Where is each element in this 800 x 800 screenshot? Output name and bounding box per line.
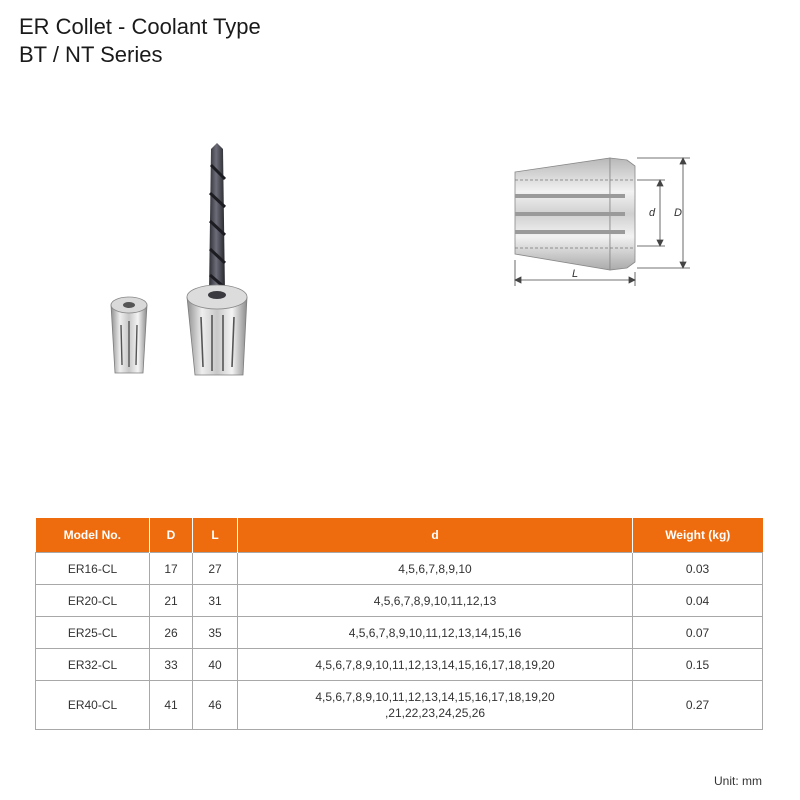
header-weight: Weight (kg) (633, 518, 763, 553)
cell-d-text: 4,5,6,7,8,9,10,11,12,13,14,15,16,17,18,19,20 (315, 690, 555, 704)
cell-model: ER32-CL (36, 649, 150, 681)
cell-L: 46 (193, 681, 238, 730)
large-collet (187, 285, 247, 375)
cell-D: 17 (150, 553, 193, 585)
table-row (36, 617, 763, 649)
table-row (36, 649, 763, 681)
header-d: d (238, 518, 633, 553)
cell-D: 26 (150, 617, 193, 649)
cell-d-text: 4,5,6,7,8,9,10,11,12,13,14,15,16 (348, 625, 522, 640)
title-line-1: ER Collet - Coolant Type (19, 14, 261, 39)
cell-d-text: 4,5,6,7,8,9,10,11,12,13,14,15,16,17,18,19,20 (315, 657, 555, 672)
cell-L: 40 (193, 649, 238, 681)
label-D: D (674, 207, 682, 219)
cell-d (238, 681, 633, 730)
cell-L: 27 (193, 553, 238, 585)
page-title (19, 13, 261, 69)
cell-weight: 0.04 (633, 585, 763, 617)
cell-weight: 0.15 (633, 649, 763, 681)
cell-d-text: 4,5,6,7,8,9,10,11,12,13 (373, 593, 497, 608)
label-L: L (572, 268, 579, 280)
cell-L: 31 (193, 585, 238, 617)
cell-model: ER20-CL (36, 585, 150, 617)
cell-d-text-line-2: ,21,22,23,24,25,26 (384, 706, 486, 720)
cell-D: 21 (150, 585, 193, 617)
cell-model: ER16-CL (36, 553, 150, 585)
cell-d (238, 617, 633, 649)
cell-d (238, 585, 633, 617)
cell-model: ER25-CL (36, 617, 150, 649)
table-row (36, 681, 763, 730)
spec-table (35, 518, 763, 730)
cell-d (238, 553, 633, 585)
collet-body (515, 158, 635, 270)
cell-d (238, 649, 633, 681)
table-header-row (36, 518, 763, 553)
header-model: Model No. (36, 518, 150, 553)
header-L: L (193, 518, 238, 553)
drill-bit (209, 143, 225, 293)
table-row (36, 585, 763, 617)
product-photo (95, 135, 275, 385)
cell-L: 35 (193, 617, 238, 649)
label-d: d (649, 207, 656, 219)
cell-weight: 0.07 (633, 617, 763, 649)
table-row (36, 553, 763, 585)
cell-weight: 0.03 (633, 553, 763, 585)
header-D: D (150, 518, 193, 553)
title-line-2: BT / NT Series (19, 42, 163, 67)
cell-D: 33 (150, 649, 193, 681)
cell-D: 41 (150, 681, 193, 730)
dimension-diagram (505, 150, 705, 290)
cell-weight: 0.27 (633, 681, 763, 730)
cell-d-text: 4,5,6,7,8,9,10 (398, 561, 472, 576)
small-collet (111, 297, 147, 373)
unit-note: Unit: mm (714, 774, 762, 788)
cell-model: ER40-CL (36, 681, 150, 730)
